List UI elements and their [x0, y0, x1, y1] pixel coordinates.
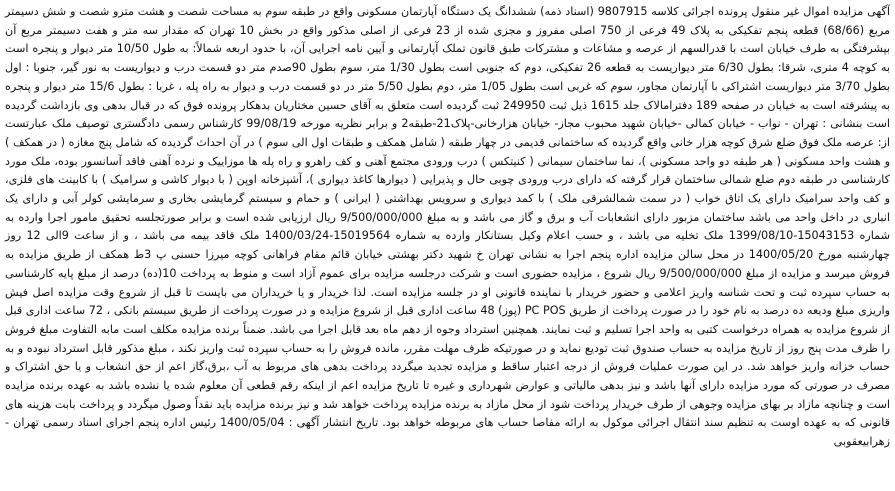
- notice-text: آگهی مزایده اموال غیر منقول پرونده اجرائی کلاسه 9807915 (اسناد ذمه) ششدانگ یک دستگاه آپارتمان مسکونی واقع در طبقه سوم به مساحت شصت و هشت مترو شصت و شش دسیمتر مربع (68/66) قطعه پنجم تفکیکی به پلاک 49 فرعی از 750 اصلی مفروز و مجزی شده از 23 فرعی از اصلی مذکور واقع در بخش 10 تهران که مقدار سه متر و هفت دسیمتر مربع آن بپشرفتگی به طرف خیابان است با قدرالسهم از عرصه و مشاعات و مشترکات طبق قانون تملک آپارتمانی و آیین نامه اجرایی آن، با حدود اربعه شمالاً: به طول 10/50 متر دیوار و پنجره است به کوچه 4 متری، شرقا: بطول 6/30 متر دیواریست به قطعه 26 تفکیکی، دوم که جنوبی است بطول 1/30 متر، سوم بطول 90صدم متر دو قسمت درب و دیواریست به نور گیر، جنوبا : اول بطول 3/70 متر دیواریست اشتراکی با آپارتمان مجاور، سوم که غربی است بطول 1/05 متر، دوم بطول 5/50 متر در دو قسمت درب و دیوار به راه پله ، غربا : بطول 15/6 متر دیوار و پنجره به پیشرفته است به خیابان در صفحه 189 دفترامالاک جلد 1615 ذیل ثبت 249950 ثبت گردیده است متعلق به آقای حسین مختاریان بدهکار پرونده فوق که در قبال بدهی وی بازداشت گردیده است بنشانی : تهران - نواب - خیابان کمالی -خیابان شهید محبوب مجاز- خیابان هزارخانی-پلاک21-طبقه2 و برابر نظریه مورخه 99/08/19 کارشناس رسمی دادگستری توصیف ملک عبارتست از: عرصه ملک فوق ضلع شرق کوچه هزار خانی واقع گردیده که ساختمانی قدیمی در چهار طبقه ( شامل همکف و طبقات اول الی سوم ) در آن احداث گردیده که شامل پنج مغازه ( در همکف ) و هشت واحد مسکونی ( هر طبقه دو واحد مسکونی )، نما ساختمان سیمانی ( کنیتکس ) درب ورودی مجتمع آهنی و کف راهرو و راه پله ها موزاییک و نرده آهنی فاقد آسانسور بوده، ملک مورد کارشناسی در طبقه دوم ضلع شمالی ساختمان قرار گرفته که دارای درب ورودی چوبی حال و پذیرایی ( دیوارها کاغذ دیواری )، آشپزخانه اوپن ( با دیوار کاشی و سرامیک ) با کابینت های فلزی، و کف واحد سرامیک دارای یک اتاق خواب ( در سمت شمالشرقی ملک ) با کمد دیواری و سرویس بهداشتی ( ایرانی ) و حمام و سیستم گرمایشی بخاری و سرمایشی کولر آبی و دارای یک انباری در داخل واحد می باشد ساختمان مزبور دارای انشعابات آب و برق و گاز می باشد و به مبلغ 9/500/000/000 ریال ارزیابی شده است و برابر صورتجلسه تحقیق مامور اجرا وارده به شماره 15043153-1399/08/10 ملک تخلیه می باشد ، و حسب اعلام وکیل بستانکار وارده به شماره 15019564-1400/03/24 ملک فاقد بیمه می باشد ، و از ساعت 9الی 12 روز چهارشنبه مورخ 1400/05/20 در محل سالن مزایده اداره پنجم اجرا به نشانی تهران خ شهید دکتر بهشتی خیابان قائم مقام فراهانی کوچه میرزا حسنی پ 3ط همکف از طریق مزایده به فروش میرسد و مزایده از مبلغ 9/500/000/000 ریال شروع ، مزایده حضوری است و شرکت درجلسه مزایده برای عموم آزاد است و منوط به پرداخت 10(ده) درصد از مبلغ پایه کارشناسی به حساب سپرده ثبت و تحت شناسه واریز اعلامی و حضور خریدار با نماینده قانونی او در جلسه مزایده است. لذا خریدار و یا خریداران می بایست تا قبل از شروع وقت مزایده اصل فیش واریزی مبلغ ودیعه ده درصد به نام خود را در صورت پرداخت از طریق PC POS (پوز) 48 ساعت اداری قبل از شروع مزایده و در صورت پرداخت از طریق سیستم بانکی ، 72 ساعت اداری قبل از شروع مزایده به همراه درخواست کتبی به واحد اجرا تسلیم و ثبت نمایند. همچنین استرداد وجوه از دهم ماه بعد قابل اجرا می باشد. ضمناً برنده مزایده مکلف است مابه التفاوت مبلغ فروش را ظرف مدت پنج روز از تاریخ مزایده به حساب صندوق ثبت تودیع نماید و در صورتیکه ظرف مهلت مقرر، مانده فروش را به حساب سپرده ثبت واریز نکند ، مبلغ مذکور قابل استرداد نبوده و به حساب خزانه واریز خواهد شد. در این صورت عملیات فروش از درجه اعتبار ساقط و مزایده تجدید میگردد پرداخت بدهی های مربوط به آب ،برق،گاز اعم از حق انشعاب و یا حق اشتراک و مصرف در صورتی که مورد مزایده دارای آنها باشد و نیز بدهی مالیاتی و عوارض شهرداری و غیره تا تاریخ مزایده اعم از اینکه رقم قطعی آن معلوم شده یا نشده باشد به عهده برنده مزایده است و چنانچه مازاد بر بهای مزایده وجوهی از طرف خریدار پرداخت شود از محل مازاد به برنده مزایده پرداخت خواهد شد و نیز برنده مزایده باید نقداً وصول میگردد و پرداخت بابت هزینه های قانونی که به عهده اوست به تنظیم سند انتقال اجرائی موکول به ارائه مفاصا حساب های مربوطه خواهد بود. تاریخ انتشار آگهی : 1400/05/04 رئیس اداره پنجم اجرای اسناد رسمی تهران - زهرابیعقوبی: [5, 5, 891, 449]
